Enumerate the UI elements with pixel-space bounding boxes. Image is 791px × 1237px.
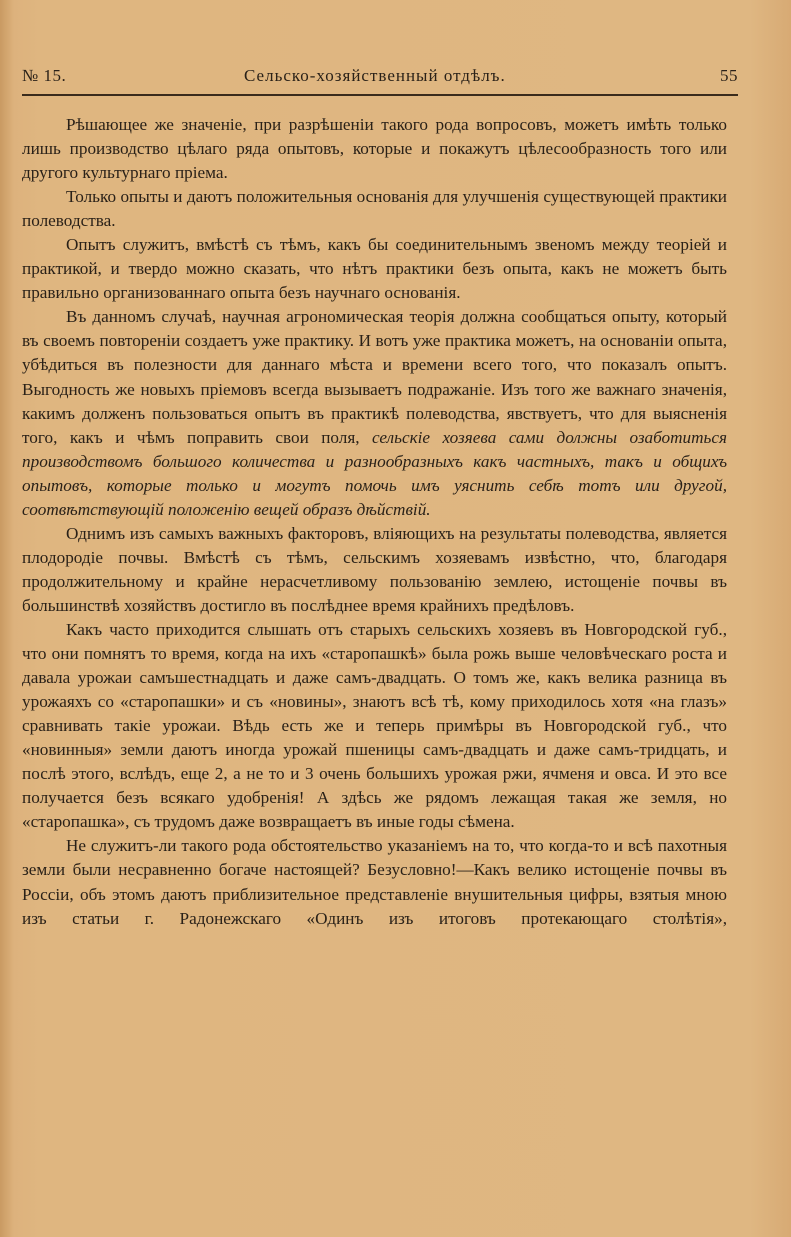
paragraph: Въ данномъ случаѣ, научная агрономическая теорія должна сообщаться опыту, который въ своемъ повтореніи создаетъ уже практику. И вотъ уже практика можетъ, на основаніи опыта, убѣдиться въ полезности для даннаго мѣста и времени всего того, что показалъ опытъ. Выгодность же новыхъ пріемовъ всегда вызываетъ подражаніе. Изъ того же важнаго значенія, какимъ долженъ пользоваться опытъ въ практикѣ полеводства, явствуетъ, что для выясненія того, какъ и чѣмъ поправить свои поля, сельскіе хозяева сами должны озаботиться производствомъ большого количества и разнообразныхъ какъ частныхъ, такъ и общихъ опытовъ, которые только и могутъ помочь имъ уяснить себѣ тотъ или другой, соотвѣтствующій положенію вещей образъ дѣйствій. [22, 307, 728, 519]
article-body [22, 113, 727, 931]
paragraph: Только опыты и даютъ положительныя основанія для улучшенія существующей практики полеводства. [22, 187, 727, 231]
paragraph: Не служитъ-ли такого рода обстоятельство указаніемъ на то, что когда-то и всѣ пахотныя земли были несравненно богаче настоящей? Безусловно!—Какъ велико истощеніе почвы въ Россіи, объ этомъ даютъ приблизительное представленіе внушительныя цифры, взятыя мною изъ статьи г. Радонежскаго «Одинъ изъ итоговъ протекающаго столѣтія», [22, 836, 727, 928]
issue-number: № 15. [22, 66, 67, 85]
paragraph: Опытъ служитъ, вмѣстѣ съ тѣмъ, какъ бы соединительнымъ звеномъ между теоріей и практикой, и твердо можно сказать, что нѣтъ практики безъ опыта, какъ не можетъ быть правильно организованнаго опыта безъ научнаго основанія. [22, 235, 727, 303]
header-rule [22, 94, 738, 96]
paragraph: Рѣшающее же значеніе, при разрѣшеніи такого рода вопросовъ, можетъ имѣть только лишь производство цѣлаго ряда опытовъ, которые и покажутъ цѣлесообразность того или другого культурнаго пріема. [22, 115, 727, 183]
paragraph: Какъ часто приходится слышать отъ старыхъ сельскихъ хозяевъ въ Новгородской губ., что они помнятъ то время, когда на ихъ «старопашкѣ» была рожь выше человѣческаго роста и давала урожаи самъшестнадцать и даже самъ-двадцать. О томъ же, какъ велика разница въ урожаяхъ со «старопашки» и съ «новины», знаютъ всѣ тѣ, кому приходилось хотя «на глазъ» сравнивать такіе урожаи. Вѣдь есть же и теперь примѣры въ Новгородской губ., что «новинныя» земли даютъ иногда урожай пшеницы самъ-двадцать и даже самъ-тридцать, и послѣ этого, вслѣдъ, еще 2, а не то и 3 очень большихъ урожая ржи, ячменя и овса. И это все получается безъ всякаго удобренія! А здѣсь же рядомъ лежащая такая же земля, но «старопашка», съ трудомъ даже возвращаетъ въ иные годы сѣмена. [22, 619, 727, 832]
italic-emphasis: сельскіе хозяева сами должны озаботиться производствомъ большого количества и разнообразныхъ какъ частныхъ, такъ и общихъ опытовъ, которые только и могутъ помочь имъ уяснить себѣ тотъ или другой, соотвѣтствующій положенію вещей образъ дѣйствій. [22, 427, 728, 519]
running-header [22, 66, 738, 92]
page-number: 55 [720, 66, 738, 85]
section-title: Сельско-хозяйственный отдѣлъ. [244, 66, 506, 85]
paragraph: Однимъ изъ самыхъ важныхъ факторовъ, вліяющихъ на результаты полеводства, является плодородіе почвы. Вмѣстѣ съ тѣмъ, сельскимъ хозяевамъ извѣстно, что, благодаря продолжительному и крайне нерасчетливому пользованію землею, истощеніе почвы въ большинствѣ хозяйствъ достигло въ послѣднее время крайнихъ предѣловъ. [22, 523, 727, 615]
